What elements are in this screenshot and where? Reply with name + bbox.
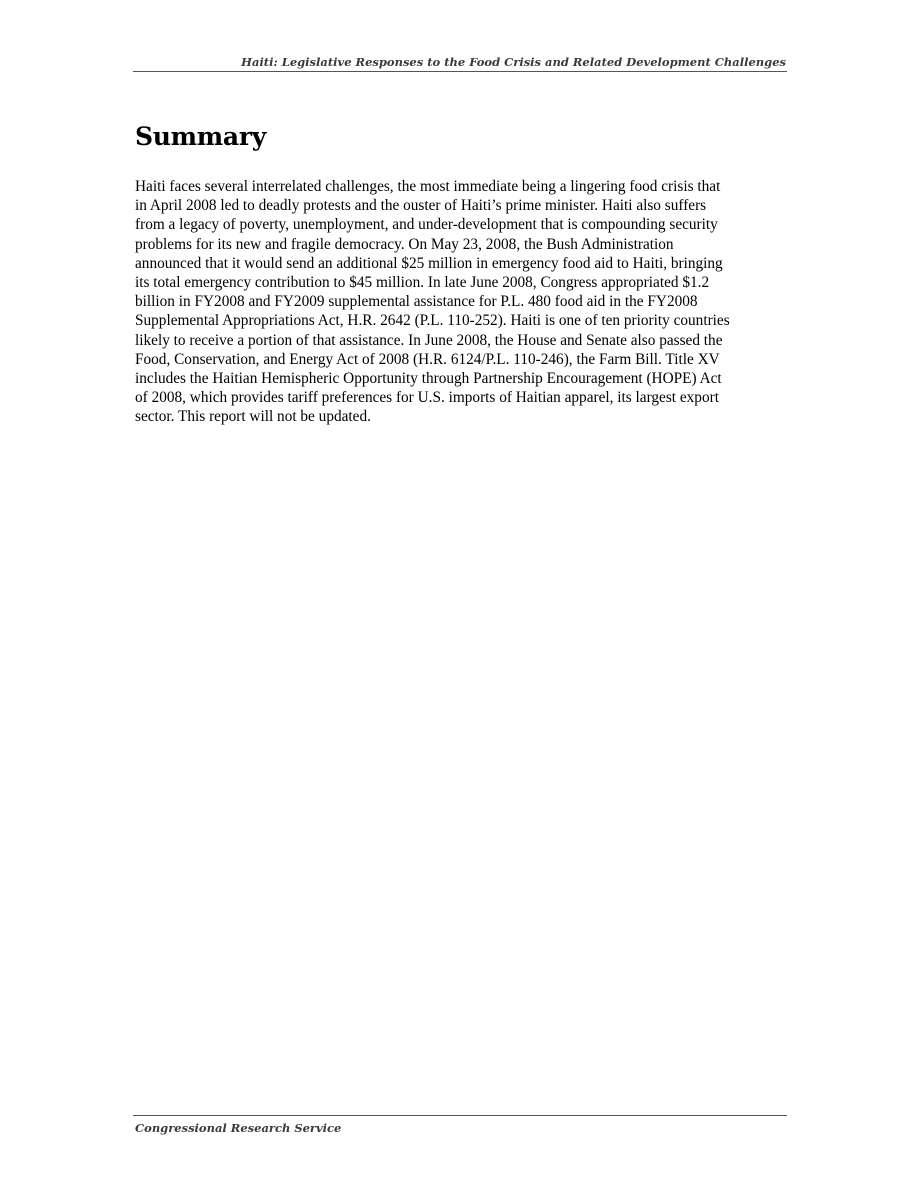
summary-line: includes the Haitian Hemispheric Opportunity through Partnership Encouragement (HOPE) Act xyxy=(135,370,722,388)
summary-line: Food, Conservation, and Energy Act of 2008 (H.R. 6124/P.L. 110-246), the Farm Bill. Title XV xyxy=(135,350,720,368)
summary-line: announced that it would send an additional $25 million in emergency food aid to Haiti, bringing xyxy=(135,254,723,272)
summary-line: its total emergency contribution to $45 million. In late June 2008, Congress appropriated $1.2 xyxy=(135,274,710,292)
summary-line: billion in FY2008 and FY2009 supplemental assistance for P.L. 480 food aid in the FY2008 xyxy=(135,293,698,311)
summary-line: sector. This report will not be updated. xyxy=(135,408,371,426)
summary-paragraph xyxy=(135,177,787,427)
summary-line: Haiti faces several interrelated challenges, the most immediate being a lingering food crisis that xyxy=(135,178,721,195)
summary-line: Supplemental Appropriations Act, H.R. 2642 (P.L. 110-252). Haiti is one of ten priority countries xyxy=(135,312,730,330)
summary-line: problems for its new and fragile democracy. On May 23, 2008, the Bush Administration xyxy=(135,235,674,253)
header-divider xyxy=(133,71,787,72)
running-header-title: Haiti: Legislative Responses to the Food Crisis and Related Development Challenges xyxy=(241,55,786,69)
footer-divider xyxy=(133,1115,787,1116)
summary-line: in April 2008 led to deadly protests and the ouster of Haiti’s prime minister. Haiti also suffers xyxy=(135,197,707,215)
footer-publisher: Congressional Research Service xyxy=(135,1121,342,1135)
summary-line: likely to receive a portion of that assistance. In June 2008, the House and Senate also passed the xyxy=(135,331,723,349)
summary-line: of 2008, which provides tariff preferences for U.S. imports of Haitian apparel, its largest export xyxy=(135,389,719,407)
section-heading: Summary xyxy=(135,122,266,151)
summary-line: from a legacy of poverty, unemployment, and under-development that is compounding security xyxy=(135,216,718,234)
